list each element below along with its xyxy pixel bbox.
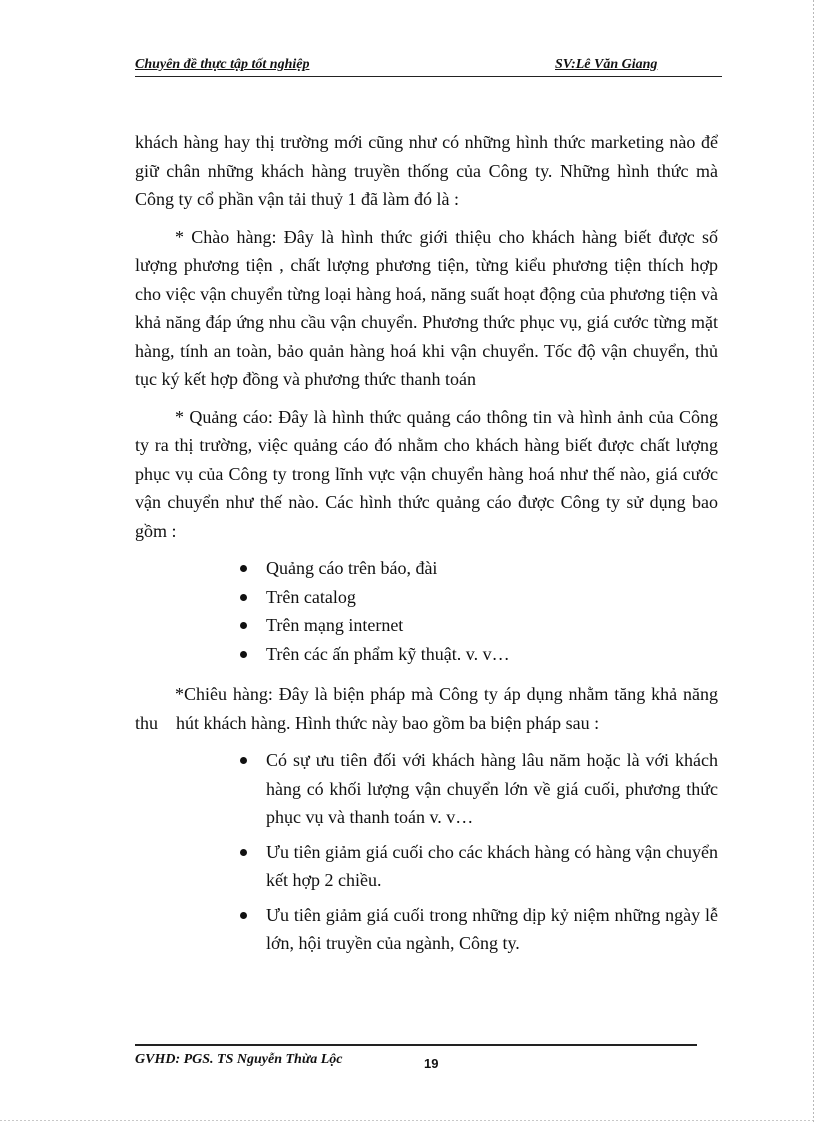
- bullet-icon: [240, 651, 247, 658]
- list-item: [230, 611, 718, 640]
- header-student: SV:Lê Văn Giang: [555, 57, 658, 72]
- list-item-text: Quảng cáo trên báo, đài: [266, 558, 438, 578]
- list-item-text: Có sự ưu tiên đối với khách hàng lâu năm hoặc là với khách hàng có khối lượng vận chuyển lớn về giá cuối, phương thức phục vụ và thanh toán v. v…: [266, 750, 718, 827]
- footer-rule: [135, 1044, 697, 1046]
- footer-supervisor: GVHD: PGS. TS Nguyễn Thừa Lộc: [135, 1052, 343, 1067]
- bullet-icon: [240, 594, 247, 601]
- list-item-text: Trên catalog: [266, 586, 356, 607]
- page-number: 19: [424, 1056, 439, 1071]
- document-body: [135, 128, 723, 970]
- bullet-icon: [240, 565, 247, 572]
- bullet-icon: [240, 912, 247, 919]
- list-item: [230, 901, 718, 958]
- paragraph-chieu-hang: *Chiêu hàng: Đây là biện pháp mà Công ty áp dụng nhằm tăng khả năng thu hút khách hàng. Hình thức này bao gồm ba biện pháp sau :: [135, 684, 723, 733]
- list-item: [230, 554, 718, 583]
- bullet-icon: [240, 757, 247, 764]
- list-item: [230, 640, 718, 669]
- page-header: [135, 56, 722, 77]
- list-item: [230, 583, 718, 612]
- advertising-list: [135, 554, 718, 668]
- list-item: [230, 838, 718, 895]
- bullet-icon: [240, 849, 247, 856]
- list-item-text: Ưu tiên giảm giá cuối cho các khách hàng có hàng vận chuyển kết hợp 2 chiều.: [266, 841, 718, 890]
- list-item-text: Ưu tiên giảm giá cuối trong những dịp kỷ niệm những ngày lễ lớn, hội truyền của ngành, Công ty.: [266, 904, 718, 953]
- paragraph-intro: khách hàng hay thị trường mới cũng như có những hình thức marketing nào để giữ chân những khách hàng truyền thống của Công ty. Những hình thức mà Công ty cổ phần vận tải thuỷ 1 đã làm đó là :: [135, 132, 718, 209]
- page-border-bottom: [0, 1120, 813, 1121]
- list-item: [230, 746, 718, 832]
- bullet-icon: [240, 622, 247, 629]
- list-item-text: Trên mạng internet: [266, 615, 404, 635]
- promotion-list: [135, 746, 718, 958]
- paragraph-chao-hang: * Chào hàng: Đây là hình thức giới thiệu cho khách hàng biết được số lượng phương tiện , chất lượng phương tiện, từng kiểu phương tiện thích hợp cho việc vận chuyển từng loại hàng hoá, năng suất hoạt động của phương tiện và khả năng đáp ứng nhu cầu vận chuyển. Phương thức phục vụ, giá cước từng mặt hàng, tính an toàn, bảo quản hàng hoá khi vận chuyển. Tốc độ vận chuyển, thủ tục ký kết hợp đồng và phương thức thanh toán: [135, 226, 718, 389]
- header-title: Chuyên đề thực tập tốt nghiệp: [135, 57, 310, 72]
- page-border-right: [813, 0, 814, 1123]
- paragraph-quang-cao: * Quảng cáo: Đây là hình thức quảng cáo thông tin và hình ảnh của Công ty ra thị trường, việc quảng cáo đó nhằm cho khách hàng biết được chất lượng phục vụ của Công ty trong lĩnh vực vận chuyển hàng hoá như thế nào, giá cước vận chuyển như thế nào. Các hình thức quảng cáo được Công ty sử dụng bao gồm :: [135, 406, 718, 541]
- list-item-text: Trên các ấn phẩm kỹ thuật. v. v…: [266, 643, 510, 664]
